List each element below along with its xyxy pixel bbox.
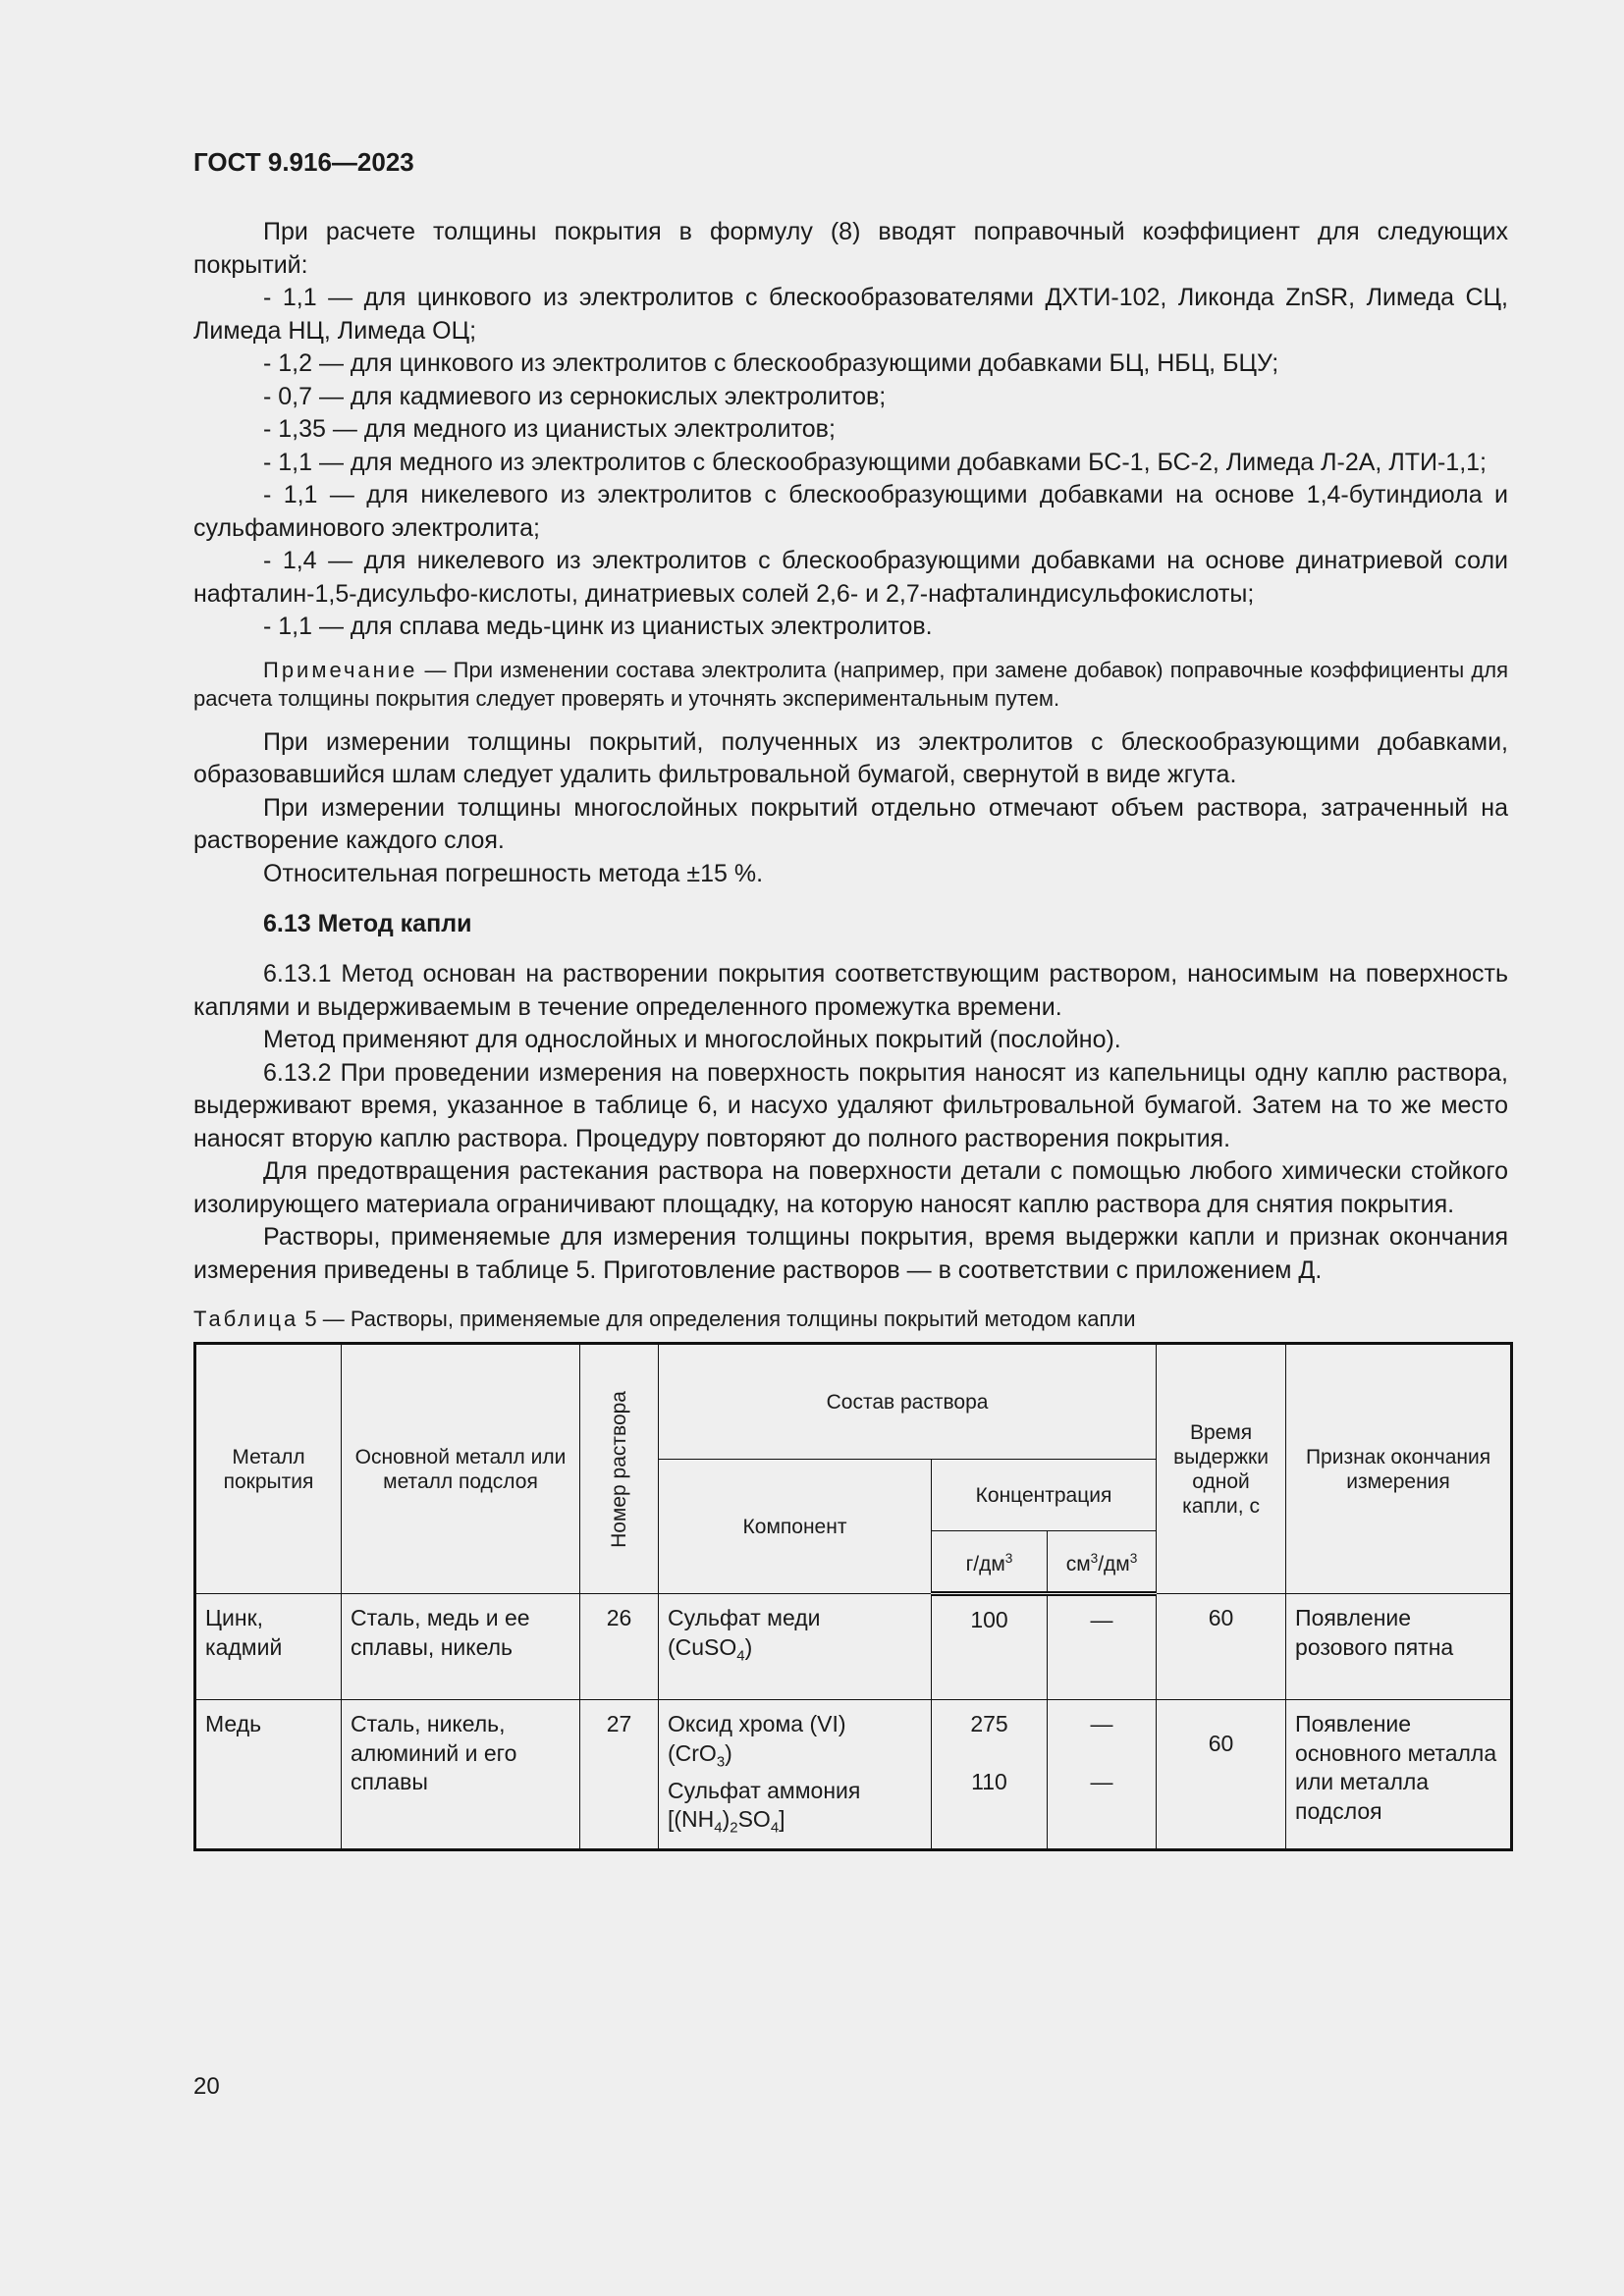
unit-text: /дм: [1098, 1553, 1130, 1575]
paragraph: При измерении толщины покрытий, полученных из электролитов с блескообразующими добавками, образовавшийся шлам следует удалить фильтровальной бумагой, свернутой в виде жгута.: [193, 727, 1508, 788]
component-formula: $[(NH_4)_2SO_4]$: [668, 1806, 785, 1837]
intro-paragraph: При расчете толщины покрытия в формулу (8) вводят поправочный коэффициент для следующих покрытий:: [193, 218, 1508, 279]
cell-end-sign: Появление розового пятна: [1286, 1594, 1512, 1700]
spacer: [1056, 1739, 1147, 1769]
cell-g-dm3: 100: [932, 1594, 1048, 1700]
list-item: - 1,1 — для медного из электролитов с блескообразующими добавками БС-1, БС-2, Лимеда Л-2А, ЛТИ-1,1;: [263, 448, 1487, 476]
header-base-metal: Основной металл или металл подслоя: [342, 1344, 580, 1594]
paragraph: При измерении толщины многослойных покрытий отдельно отмечают объем раствора, затраченный на растворение каждого слоя.: [193, 793, 1508, 854]
component-formula: (CrO$_3$): [668, 1739, 732, 1771]
paragraph: Для предотвращения растекания раствора на поверхности детали с помощью любого химически стойкого изолирующего материала ограничивают площадку, на которую наносят каплю раствора для снятия покрытия.: [193, 1157, 1508, 1218]
note-paragraph: [193, 656, 1508, 713]
unit-sup: 3: [1004, 1551, 1013, 1566]
table-caption-text: 5 — Растворы, применяемые для определения толщины покрытий методом капли: [298, 1307, 1136, 1331]
note-text: — При изменении состава электролита (например, при замене добавок) поправочные коэффициенты для расчета толщины покрытия следует проверять и уточнять экспериментальным путем.: [193, 657, 1508, 711]
unit-sup: 3: [1090, 1551, 1099, 1566]
cell-metal: Цинк, кадмий: [195, 1594, 342, 1700]
cell-time: 60: [1157, 1594, 1286, 1700]
list-item: - 1,1 — для цинкового из электролитов с блескообразователями ДХТИ-102, Ликонда ZnSR, Лимеда СЦ, Лимеда НЦ, Лимеда ОЦ;: [193, 284, 1508, 345]
header-composition: Состав раствора: [659, 1344, 1157, 1460]
header-metal: Металл покрытия: [195, 1344, 342, 1594]
paragraph: Метод применяют для однослойных и многослойных покрытий (послойно).: [263, 1026, 1121, 1053]
spacer: [941, 1739, 1038, 1769]
header-solution-number-text: Номер раствора: [608, 1390, 630, 1548]
component-formula: (CuSO$_4$): [668, 1633, 753, 1665]
table-row: [195, 1594, 1512, 1700]
cell-g-dm3: [932, 1700, 1048, 1850]
value-2: 110: [971, 1769, 1007, 1794]
cell-time: 60: [1157, 1700, 1286, 1850]
component-name: Сульфат аммония: [668, 1777, 861, 1803]
cell-number: 27: [580, 1700, 659, 1850]
vertical-wrap: [584, 1349, 654, 1589]
list-item: - 1,4 — для никелевого из электролитов с блескообразующими добавками на основе динатриевой соли нафталин-1,5-дисульфо-кислоты, динатриевых солей 2,6- и 2,7-нафталиндисульфокислоты;: [193, 547, 1508, 608]
header-component: Компонент: [659, 1460, 932, 1594]
value-2: —: [1090, 1769, 1113, 1794]
header-concentration: Концентрация: [932, 1460, 1157, 1531]
component-name: Сульфат меди: [668, 1605, 821, 1630]
solutions-table: [193, 1342, 1513, 1851]
unit-text: г/дм: [965, 1553, 1005, 1575]
unit-text: см: [1065, 1553, 1091, 1575]
unit-sup: 3: [1129, 1551, 1138, 1566]
cell-component: [659, 1700, 932, 1850]
header-cm3-dm3: [1048, 1531, 1157, 1594]
cell-metal: Медь: [195, 1700, 342, 1850]
section-title: 6.13 Метод капли: [263, 910, 472, 937]
paragraph: 6.13.2 При проведении измерения на поверхность покрытия наносят из капельницы одну каплю раствора, выдерживают время, указанное в таблице 6, и насухо удаляют фильтровальной бумагой. Затем на то же место наносят вторую каплю раствора. Процедуру повторяют до полного растворения покрытия.: [193, 1058, 1508, 1152]
table-row: [195, 1700, 1512, 1850]
note-label: Примечание: [263, 657, 418, 682]
cell-component: [659, 1594, 932, 1700]
paragraph: Относительная погрешность метода ±15 %.: [263, 859, 764, 887]
header-solution-number: [580, 1344, 659, 1594]
table-caption: [193, 1305, 1508, 1334]
list-item: - 1,1 — для сплава медь-цинк из цианистых электролитов.: [263, 613, 933, 640]
header-time: Время выдержки одной капли, с: [1157, 1344, 1286, 1594]
paragraph: 6.13.1 Метод основан на растворении покрытия соответствующим раствором, наносимым на поверхность каплями и выдерживаемым в течение определенного промежутка времени.: [193, 960, 1508, 1021]
cell-end-sign: Появление основного металла или металла подслоя: [1286, 1700, 1512, 1850]
document-header: ГОСТ 9.916—2023: [193, 147, 414, 177]
cell-cm3-dm3: —: [1048, 1594, 1157, 1700]
header-g-dm3: [932, 1531, 1048, 1594]
list-item: - 1,1 — для никелевого из электролитов с блескообразующими добавками на основе 1,4-бутиндиола и сульфаминового электролита;: [193, 481, 1508, 542]
cell-number: 26: [580, 1594, 659, 1700]
value-1: 275: [970, 1711, 1008, 1736]
list-item: - 0,7 — для кадмиевого из сернокислых электролитов;: [263, 382, 887, 410]
header-end-sign: Признак окончания измерения: [1286, 1344, 1512, 1594]
component-name: Оксид хрома (VI): [668, 1711, 846, 1736]
page-number: 20: [193, 2073, 220, 2100]
page-content: [193, 147, 1508, 1851]
table-caption-label: Таблица: [193, 1307, 299, 1331]
paragraph: Растворы, применяемые для измерения толщины покрытия, время выдержки капли и признак окончания измерения приведены в таблице 5. Приготовление растворов — в соответствии с приложением Д.: [193, 1223, 1508, 1284]
list-item: - 1,35 — для медного из цианистых электролитов;: [263, 415, 836, 443]
cell-cm3-dm3: [1048, 1700, 1157, 1850]
list-item: - 1,2 — для цинкового из электролитов с блескообразующими добавками БЦ, НБЦ, БЦУ;: [263, 349, 1279, 377]
cell-base-metal: Сталь, медь и ее сплавы, никель: [342, 1594, 580, 1700]
cell-base-metal: Сталь, никель, алюминий и его сплавы: [342, 1700, 580, 1850]
value-1: —: [1090, 1711, 1113, 1736]
